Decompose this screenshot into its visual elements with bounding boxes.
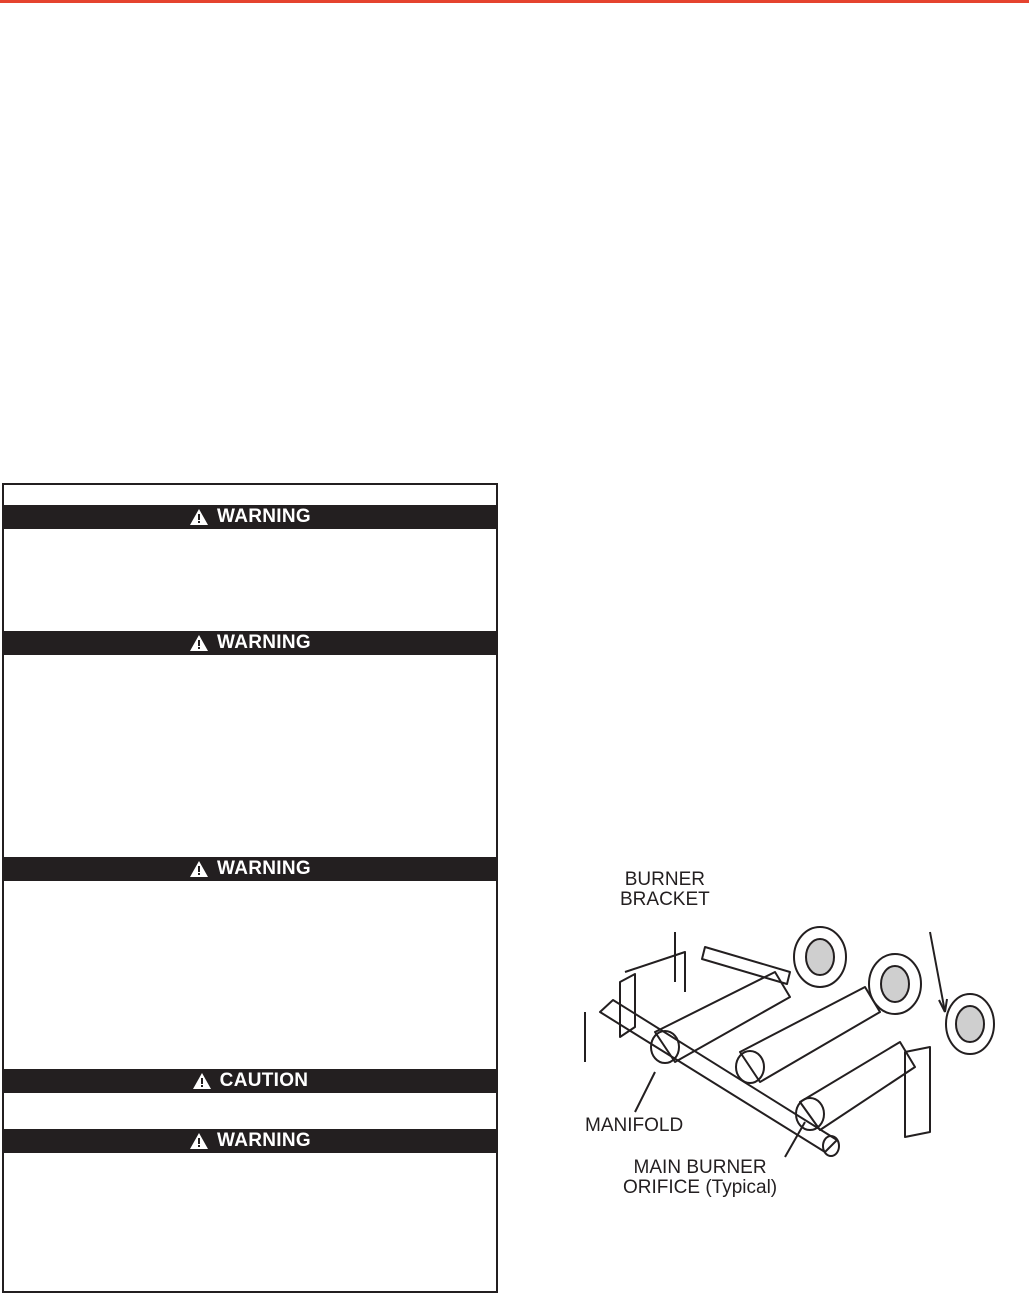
caution-banner [4,1069,496,1093]
warning-banner [4,857,496,881]
alert-triangle-icon [189,634,209,652]
alert-triangle-icon [189,860,209,878]
caution-label: CAUTION [219,1070,309,1091]
warning-banner [4,1129,496,1153]
warning-label: WARNING [217,858,311,879]
warnings-panel [2,483,498,1293]
warning-banner [4,631,496,655]
callout-line: BURNER [624,869,705,890]
callout-line: MAIN BURNER [633,1157,767,1178]
callout-line: BRACKET [620,889,710,910]
warning-banner [4,505,496,529]
burner-bracket-callout [620,870,710,910]
burner-assembly-figure [575,862,1015,1212]
manifold-callout: MANIFOLD [585,1115,684,1136]
alert-triangle-icon [189,508,209,526]
warning-label: WARNING [217,1130,311,1151]
alert-triangle-icon [192,1072,212,1090]
warning-label: WARNING [217,506,311,527]
alert-triangle-icon [189,1132,209,1150]
warning-label: WARNING [217,632,311,653]
main-burner-orifice-callout [623,1158,777,1198]
top-rule [0,0,1029,3]
callout-line: ORIFICE (Typical) [623,1177,778,1198]
